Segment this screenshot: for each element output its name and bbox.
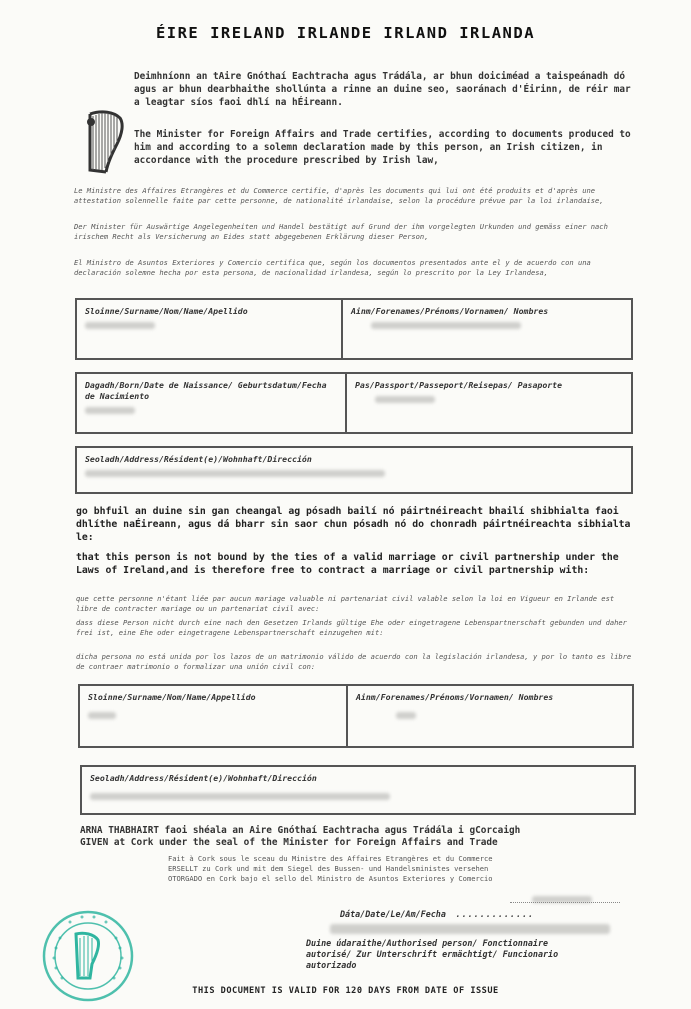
redacted-value xyxy=(85,407,135,414)
date-dots: ............. xyxy=(455,909,535,919)
intro-english: The Minister for Foreign Affairs and Trade certifies, according to documents produced to him and according to a solemn declaration made by this person, an Irish citizen, in accordance with the procedure prescribed by Irish law, xyxy=(134,129,631,166)
intro-irish: Deimhníonn an tAire Gnóthaí Eachtracha agus Trádála, ar bhun doiciméad a taispeánadh dó agus ar bhun dearbhaithe shollúnta a rinne an duine seo, saoránach d'Éirinn, de réir mar a leagtar síos faoi dhlí na hÉireann. xyxy=(134,71,631,108)
redacted-value xyxy=(371,322,521,329)
harp-icon xyxy=(84,108,126,176)
statement-irish: go bhfuil an duine sin gan cheangal ag pósadh bailí nó páirtnéireacht bhailí shibhialta faoi dhlíthe naÉireann, agus dá bharr sin saor chun pósadh nó do chonradh páirtnéireachta sibhialta le: xyxy=(76,506,631,543)
surname-label: Sloinne/Surname/Nom/Name/Appellido xyxy=(88,692,256,702)
surname-label: Sloinne/Surname/Nom/Name/Apellido xyxy=(85,306,248,316)
validity-notice: THIS DOCUMENT IS VALID FOR 120 DAYS FROM DATE OF ISSUE xyxy=(192,986,499,996)
document-title: ÉIRE IRELAND IRLANDE IRLAND IRLANDA xyxy=(155,24,536,42)
partner-forenames-field xyxy=(346,686,632,746)
issue-date-line xyxy=(340,902,640,919)
statement-german: dass diese Person nicht durch eine nach den Gesetzen Irlands gültige Ehe oder eingetragene Lebenspartnerschaft gebunden und daher frei ist, eine Ehe oder eingetragene Lebenspartnerschaft einzugehen mit: xyxy=(76,618,627,637)
subject-address-box xyxy=(75,446,633,494)
redacted-value xyxy=(396,712,416,719)
subject-address-field xyxy=(77,448,631,492)
subject-dob-field xyxy=(77,374,345,432)
given-french: Fait à Cork sous le sceau du Ministre des Affaires Etrangères et du Commerce xyxy=(168,854,493,863)
given-irish: ARNA THABHAIRT faoi shéala an Aire Gnóthaí Eachtracha agus Trádála i gCorcaigh xyxy=(80,825,521,836)
statement-french: que cette personne n'étant liée par aucun mariage valuable ni partenariat civil valable selon la loi en Vigueur en Irlande est libre de contracter mariage ou un partenariat civil avec: xyxy=(76,594,615,613)
redacted-value xyxy=(90,793,390,800)
redacted-value xyxy=(85,470,385,477)
partner-address-field xyxy=(82,767,634,813)
passport-label: Pas/Passport/Passeport/Reisepas/ Pasaporte xyxy=(355,380,563,390)
authorised-person-label: Duine údaraithe/Authorised person/ Fonctionnaire autorisé/ Zur Unterschrift ermächtigt/ Funcionario autorizado xyxy=(306,938,559,970)
intro-german: Der Minister für Auswärtige Angelegenheiten und Handel bestätigt auf Grund der ihm vorgelegten Urkunden und gemäss einer nach irischem Recht als Versicherung an Eides statt abgegebenen Erklärung dieser Person, xyxy=(74,222,608,241)
partner-name-box xyxy=(78,684,634,748)
address-label: Seoladh/Address/Résident(e)/Wohnhaft/Dirección xyxy=(85,454,312,464)
forenames-label: Ainm/Forenames/Prénoms/Vornamen/ Nombres xyxy=(356,692,554,702)
subject-forenames-field xyxy=(341,300,631,358)
subject-surname-field xyxy=(77,300,341,358)
subject-name-box xyxy=(75,298,633,360)
statement-english: that this person is not bound by the ties of a valid marriage or civil partnership under the Laws of Ireland,and is therefore free to contract a marriage or civil partnership with: xyxy=(76,552,619,576)
intro-spanish: El Ministro de Asuntos Exteriores y Comercio certifica que, según los documentos presentados ante el y de acuerdo con una declaración solemne hecha por esta persona, de nacionalidad irlandesa, según lo prescrito por la Ley Irlandesa, xyxy=(74,258,591,277)
dob-label: Dagadh/Born/Date de Naissance/ Geburtsdatum/Fecha de Nacimiento xyxy=(85,380,327,401)
given-english: GIVEN at Cork under the seal of the Minister for Foreign Affairs and Trade xyxy=(80,837,498,848)
given-spanish: OTORGADO en Cork bajo el sello del Ministro de Asuntos Exteriores y Comercio xyxy=(168,874,493,883)
redacted-value xyxy=(375,396,435,403)
redacted-signature xyxy=(330,924,610,934)
redacted-value xyxy=(85,322,155,329)
date-label: Dáta/Date/Le/Am/Fecha xyxy=(340,909,446,919)
given-german: ERSELLT zu Cork und mit dem Siegel des Bussen- und Handelsministes versehen xyxy=(168,864,489,873)
subject-details-box xyxy=(75,372,633,434)
redacted-value xyxy=(88,712,116,719)
signature-line xyxy=(510,888,620,903)
partner-address-box xyxy=(80,765,636,815)
subject-passport-field xyxy=(345,374,631,432)
address-label: Seoladh/Address/Résident(e)/Wohnhaft/Dirección xyxy=(90,773,317,783)
partner-surname-field xyxy=(80,686,346,746)
forenames-label: Ainm/Forenames/Prénoms/Vornamen/ Nombres xyxy=(351,306,549,316)
statement-spanish: dicha persona no está unida por los lazos de un matrimonio válido de acuerdo con la legislación irlandesa, y por lo tanto es libre de contraer matrimonio o formalizar una unión civil con: xyxy=(76,652,632,671)
intro-french: Le Ministre des Affaires Etrangères et du Commerce certifie, d'après les documents qui lui ont été produits et d'après une attestation solennelle faite par cette personne, de nationalité irlandaise, selon la procédure prévue par la loi irlandaise, xyxy=(74,186,604,205)
